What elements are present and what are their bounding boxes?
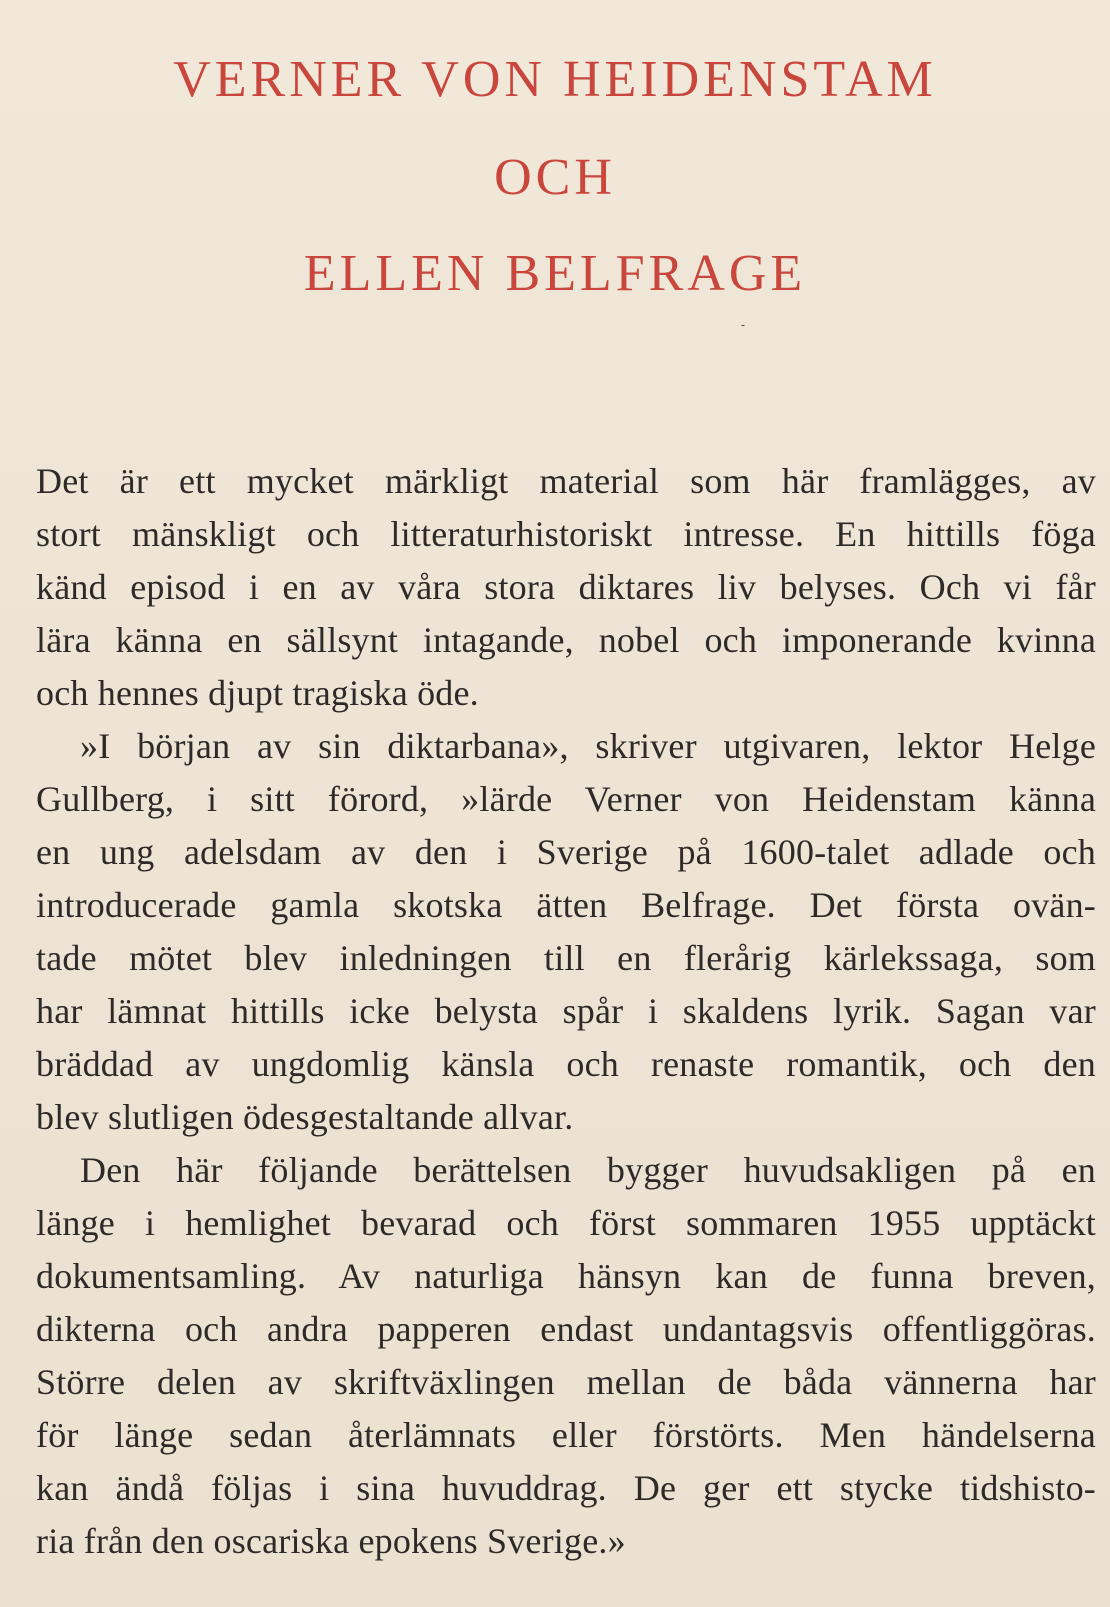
text-line: Större delen av skriftväxlingen mellan de båda vännerna har — [36, 1362, 1096, 1402]
title-line-1: VERNER VON HEIDENSTAM — [173, 51, 937, 108]
text-line: »I början av sin diktarbana», skriver utgivaren, lektor Helge — [80, 726, 1096, 766]
text-line: bräddad av ungdomlig känsla och renaste romantik, och den — [36, 1044, 1096, 1084]
text-line: för länge sedan återlämnats eller förstörts. Men händelserna — [36, 1415, 1096, 1455]
text-line: en ung adelsdam av den i Sverige på 1600-talet adlade och — [36, 832, 1096, 872]
text-line: Det är ett mycket märkligt material som här framlägges, av — [36, 461, 1096, 501]
text-line: Gullberg, i sitt förord, »lärde Verner von Heidenstam känna — [36, 779, 1096, 819]
title-line-2: OCH — [494, 149, 616, 206]
text-line: introducerade gamla skotska ätten Belfrage. Det första ovän- — [36, 885, 1096, 925]
text-line: dokumentsamling. Av naturliga hänsyn kan de funna breven, — [36, 1256, 1096, 1296]
title-line-3: ELLEN BELFRAGE — [303, 245, 807, 302]
text-line: tade mötet blev inledningen till en flerårig kärlekssaga, som — [36, 938, 1096, 978]
text-line: lära känna en sällsynt intagande, nobel och imponerande kvinna — [36, 620, 1096, 660]
text-line: länge i hemlighet bevarad och först sommaren 1955 upptäckt — [36, 1203, 1096, 1243]
text-line: kan ändå följas i sina huvuddrag. De ger ett stycke tidshisto- — [36, 1468, 1096, 1508]
ornament-mark: - — [741, 318, 746, 332]
text-line: dikterna och andra papperen endast undantagsvis offentliggöras. — [36, 1309, 1096, 1349]
text-line: Den här följande berättelsen bygger huvudsakligen på en — [80, 1150, 1096, 1190]
body-text — [36, 455, 1096, 1568]
text-line: stort mänskligt och litteraturhistoriskt intresse. En hittills föga — [36, 514, 1096, 554]
text-line: och hennes djupt tragiska öde. — [36, 673, 479, 713]
text-line: har lämnat hittills icke belysta spår i skaldens lyrik. Sagan var — [36, 991, 1096, 1031]
text-line: blev slutligen ödesgestaltande allvar. — [36, 1097, 574, 1137]
text-line: ria från den oscariska epokens Sverige.» — [36, 1521, 626, 1561]
text-line: känd episod i en av våra stora diktares liv belyses. Och vi får — [36, 567, 1096, 607]
